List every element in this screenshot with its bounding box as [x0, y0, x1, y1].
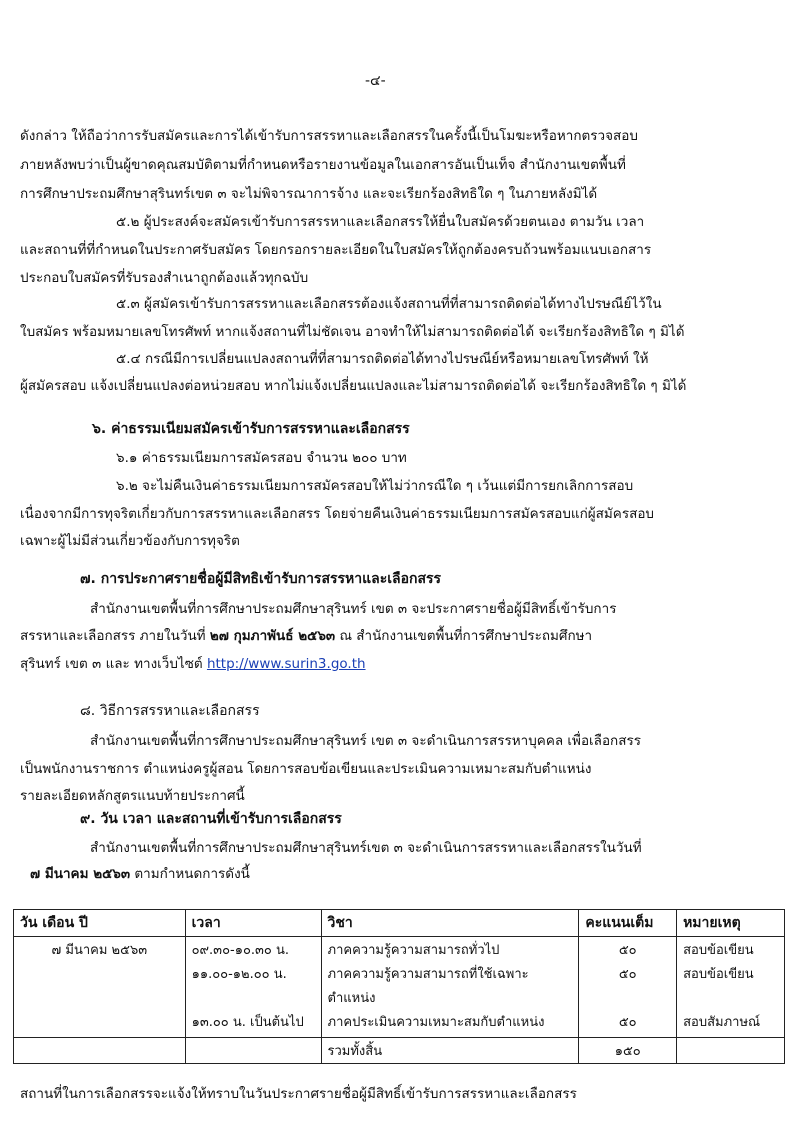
total-empty-2	[185, 1038, 321, 1064]
para-intro-line-2: ภายหลังพบว่าเป็นผู้ขาดคุณสมบัติตามที่กำหนดหรือรายงานข้อมูลในเอกสารอันเป็นเท็จ สำนักงานเขตพื้นที่	[20, 157, 626, 173]
sec7-announce-date: ๒๗ กุมภาพันธ์ ๒๕๖๓	[209, 628, 336, 644]
score-3: ๕๐	[618, 1015, 637, 1030]
subject-cell	[321, 937, 579, 1038]
sec8-line-2: เป็นพนักงานราชการ ตำแหน่งครูผู้สอน โดยการสอบข้อเขียนและประเมินความเหมาะสมกับตำแหน่ง	[20, 761, 592, 777]
note-cell	[677, 937, 785, 1038]
time-1: ๐๙.๓๐-๑๐.๓๐ น.	[191, 943, 289, 958]
website-link[interactable]: http://www.surin3.go.th	[206, 656, 366, 672]
total-empty-3	[677, 1038, 785, 1064]
sec9-line-2	[30, 862, 250, 884]
score-1: ๕๐	[618, 943, 637, 958]
sec5-4-line-2: ผู้สมัครสอบ แจ้งเปลี่ยนแปลงต่อหน่วยสอบ หากไม่แจ้งเปลี่ยนแปลงและไม่สามารถติดต่อได้ จะเรียกร้องสิทธิใด ๆ มิได้	[20, 378, 687, 394]
sec7-line-2	[20, 624, 592, 646]
score-spacer	[585, 987, 670, 1011]
time-3: ๑๓.๐๐ น. เป็นต้นไป	[191, 1015, 304, 1030]
sec8-line-1: สำนักงานเขตพื้นที่การศึกษาประถมศึกษาสุรินทร์ เขต ๓ จะดำเนินการสรรหาบุคคล เพื่อเลือกสรร	[90, 733, 641, 749]
table-total-row	[14, 1038, 785, 1064]
sec9-line-1: สำนักงานเขตพื้นที่การศึกษาประถมศึกษาสุรินทร์เขต ๓ จะดำเนินการสรรหาและเลือกสรรในวันที่	[90, 840, 642, 856]
sec5-3-line-1: ๕.๓ ผู้สมัครเข้ารับการสรรหาและเลือกสรรต้องแจ้งสถานที่ที่สามารถติดต่อได้ทางไปรษณีย์ไว้ใน	[116, 296, 662, 312]
time-spacer	[192, 987, 315, 1011]
sec9-line-2-post: ตามกำหนดการดังนี้	[130, 866, 250, 882]
sec7-heading: ๗. การประกาศรายชื่อผู้มีสิทธิเข้ารับการสรรหาและเลือกสรร	[80, 571, 442, 587]
note-spacer	[683, 987, 778, 1011]
col-header-score: คะแนนเต็ม	[579, 910, 677, 937]
para-intro-line-3: การศึกษาประถมศึกษาสุรินทร์เขต ๓ จะไม่พิจารณาการจ้าง และจะเรียกร้องสิทธิใด ๆ ในภายหลังมิได้	[20, 186, 598, 202]
total-score: ๑๕๐	[579, 1038, 677, 1064]
sec6-item-2-line-2: เนื่องจากมีการทุจริตเกี่ยวกับการสรรหาและเลือกสรร โดยจ่ายคืนเงินค่าธรรมเนียมการสมัครสอบแก่ผู้สมัครสอบ	[20, 506, 655, 522]
subject-1: ภาคความรู้ความสามารถทั่วไป	[327, 943, 500, 958]
sec6-item-2-line-1: ๖.๒ จะไม่คืนเงินค่าธรรมเนียมการสมัครสอบให้ไม่ว่ากรณีใด ๆ เว้นแต่มีการยกเลิกการสอบ	[116, 478, 634, 494]
table-header-row	[14, 910, 785, 937]
col-header-date: วัน เดือน ปี	[14, 910, 186, 937]
sec7-line-3	[20, 652, 366, 674]
time-2: ๑๑.๐๐-๑๒.๐๐ น.	[191, 967, 287, 982]
total-empty-1	[14, 1038, 186, 1064]
col-header-subject: วิชา	[321, 910, 579, 937]
note-3: สอบสัมภาษณ์	[683, 1015, 761, 1030]
score-2: ๕๐	[618, 967, 637, 982]
sec5-3-line-2: ใบสมัคร พร้อมหมายเลขโทรศัพท์ หากแจ้งสถานที่ไม่ชัดเจน อาจทำให้ไม่สามารถติดต่อได้ จะเรียกร้องสิทธิใด ๆ มิได้	[20, 324, 685, 340]
sec9-heading: ๙. วัน เวลา และสถานที่เข้ารับการเลือกสรร	[80, 811, 342, 827]
col-header-note: หมายเหตุ	[677, 910, 785, 937]
sec5-2-line-2: และสถานที่ที่กำหนดในประกาศรับสมัคร โดยกรอกรายละเอียดในใบสมัครให้ถูกต้องครบถ้วนพร้อมแนบเอกสาร	[20, 242, 652, 258]
sec6-item-2-line-3: เฉพาะผู้ไม่มีส่วนเกี่ยวข้องกับการทุจริต	[20, 533, 240, 549]
table-row	[14, 937, 785, 1038]
subject-2: ภาคความรู้ความสามารถที่ใช้เฉพาะ	[327, 967, 529, 982]
sec7-line-1: สำนักงานเขตพื้นที่การศึกษาประถมศึกษาสุรินทร์ เขต ๓ จะประกาศรายชื่อผู้มีสิทธิ์เข้ารับการ	[90, 601, 617, 617]
note-1: สอบข้อเขียน	[683, 943, 754, 958]
total-label: รวมทั้งสิ้น	[321, 1038, 579, 1064]
para-intro-line-1: ดังกล่าว ให้ถือว่าการรับสมัครและการได้เข้ารับการสรรหาและเลือกสรรในครั้งนี้เป็นโมฆะหรือหากตรวจสอบ	[20, 128, 638, 144]
sec8-line-3: รายละเอียดหลักสูตรแนบท้ายประกาศนี้	[20, 788, 245, 804]
footer-note: สถานที่ในการเลือกสรรจะแจ้งให้ทราบในวันประกาศรายชื่อผู้มีสิทธิ์เข้ารับการสรรหาและเลือกสรร	[20, 1086, 577, 1102]
note-2: สอบข้อเขียน	[683, 967, 754, 982]
sec6-item-1: ๖.๑ ค่าธรรมเนียมการสมัครสอบ จำนวน ๒๐๐ บาท	[116, 450, 407, 466]
sec7-line-3-pre: สุรินทร์ เขต ๓ และ ทางเว็บไซต์	[20, 656, 207, 672]
sec8-heading: ๘. วิธีการสรรหาและเลือกสรร	[80, 703, 260, 719]
sec9-exam-date: ๗ มีนาคม ๒๕๖๓	[30, 866, 131, 882]
page-number: -๔-	[365, 73, 386, 89]
score-cell	[579, 937, 677, 1038]
subject-2-cont: ตำแหน่ง	[327, 991, 376, 1006]
sec7-line-2-post: ณ สำนักงานเขตพื้นที่การศึกษาประถมศึกษา	[335, 628, 593, 644]
schedule-table	[13, 909, 785, 1064]
time-cell	[185, 937, 321, 1038]
exam-date: ๗ มีนาคม ๒๕๖๓	[51, 943, 148, 958]
sec7-line-2-pre: สรรหาและเลือกสรร ภายในวันที่	[20, 628, 210, 644]
subject-3: ภาคประเมินความเหมาะสมกับตำแหน่ง	[327, 1015, 545, 1030]
col-header-time: เวลา	[185, 910, 321, 937]
sec5-2-line-1: ๕.๒ ผู้ประสงค์จะสมัครเข้ารับการสรรหาและเลือกสรรให้ยื่นใบสมัครด้วยตนเอง ตามวัน เวลา	[116, 214, 645, 230]
date-cell	[14, 937, 186, 1038]
sec5-2-line-3: ประกอบใบสมัครที่รับรองสำเนาถูกต้องแล้วทุกฉบับ	[20, 270, 309, 286]
sec6-heading: ๖. ค่าธรรมเนียมสมัครเข้ารับการสรรหาและเลือกสรร	[92, 421, 410, 437]
sec5-4-line-1: ๕.๔ กรณีมีการเปลี่ยนแปลงสถานที่ที่สามารถติดต่อได้ทางไปรษณีย์หรือหมายเลขโทรศัพท์ ให้	[116, 351, 649, 367]
